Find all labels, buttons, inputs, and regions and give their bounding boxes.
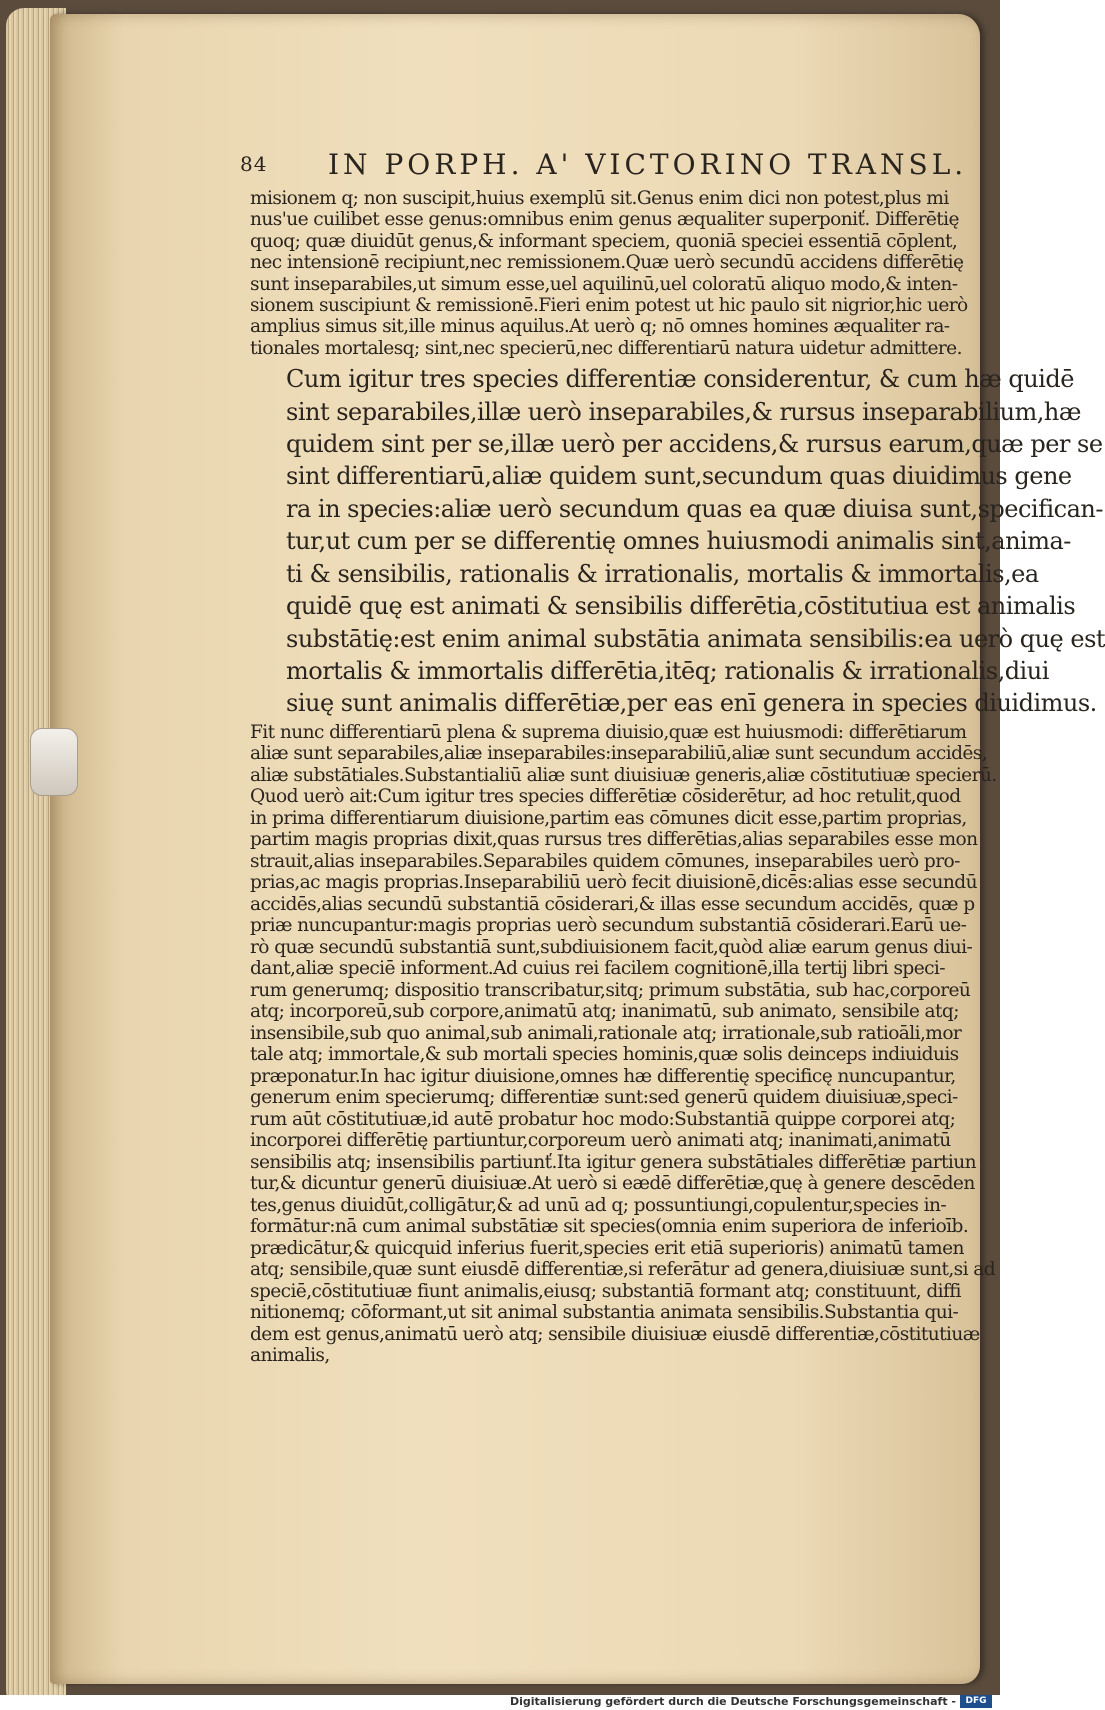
paragraph-2 xyxy=(250,363,1105,719)
text-line: strauit,alias inseparabiles.Separabiles quidem cōmunes, inseparabiles uerò pro- xyxy=(250,850,960,872)
text-line: quoq; quæ diuidūt genus,& informant speciem, quoniā speciei essentiā cōplent, xyxy=(250,230,958,252)
text-line: ti & sensibilis, rationalis & irrationalis, mortalis & immortalis,ea xyxy=(286,559,1039,588)
page-number: 84 xyxy=(240,152,268,176)
text-line: sensibilis atq; insensibilis partiunť.Ita igitur genera substātiales differētiæ partiun xyxy=(250,1151,977,1173)
text-line: substātię:est enim animal substātia animata sensibilis:ea uerò quę est xyxy=(286,624,1105,653)
text-line: siuę sunt animalis differētiæ,per eas enī genera in species diuidimus. xyxy=(286,689,1097,718)
text-line: Cum igitur tres species differentiæ considerentur, & cum hæ quidē xyxy=(286,365,1074,394)
text-line: amplius simus sit,ille minus aquilus.At uerò q; nō omnes homines æqualiter ra- xyxy=(250,316,950,338)
main-text xyxy=(250,188,1105,1367)
paragraph-3 xyxy=(250,721,997,1367)
text-line: dem est genus,animatū uerò atq; sensibile diuisiuæ eiusdē differentiæ,cōstitutiuæ xyxy=(250,1323,980,1345)
running-head: IN PORPH. A' VICTORINO TRANSL. xyxy=(328,148,968,181)
text-line: quidē quę est animati & sensibilis differētia,cōstitutiua est animalis xyxy=(286,592,1076,621)
text-line: ra in species:aliæ uerò secundum quas ea quæ diuisa sunt,specifican- xyxy=(286,494,1103,523)
text-line: prædicātur,& quicquid inferius fuerit,species erit etiā superioris) animatū tamen xyxy=(250,1237,964,1259)
text-line: generum enim specierumq; differentiæ sunt:sed generū quidem diuisiuæ,speci- xyxy=(250,1087,958,1109)
text-line: misionem q; non suscipit,huius exemplū sit.Genus enim dici non potest,plus mi xyxy=(250,188,949,209)
text-line: animalis, xyxy=(250,1345,330,1367)
text-line: tionales mortalesq; sint,nec specierū,nec differentiarū natura uidetur admittere. xyxy=(250,337,962,359)
text-line: accidēs,alias secundū substantiā cōsiderari,& illas esse secundum accidēs, quæ p xyxy=(250,893,975,915)
text-line: tur,ut cum per se differentię omnes huiusmodi animalis sint,anima- xyxy=(286,527,1071,556)
text-line: tale atq; immortale,& sub mortali species hominis,quæ solis deinceps indiuiduis xyxy=(250,1044,959,1066)
text-line: sunt inseparabiles,ut simum esse,uel aquilinū,uel coloratū aliquo modo,& inten- xyxy=(250,273,958,295)
footer-credit: Digitalisierung gefördert durch die Deutsche Forschungsgemeinschaft - xyxy=(509,1695,956,1708)
text-line: sint differentiarū,aliæ quidem sunt,secundum quas diuidimus gene xyxy=(286,462,1072,491)
text-line: atq; sensibile,quæ sunt eiusdē differentiæ,si referātur ad genera,diuisiuæ sunt,si ad xyxy=(250,1259,996,1281)
text-line: rò quæ secundū substantiā sunt,subdiuisionem facit,quòd aliæ earum genus diui- xyxy=(250,936,973,958)
text-line: incorporei differētię partiuntur,corporeum uerò animati atq; inanimati,animatū xyxy=(250,1130,951,1152)
text-line: speciē,cōstitutiuæ fiunt animalis,eiusq; substantiā formant atq; constituunt, diffi xyxy=(250,1280,961,1302)
text-line: sint separabiles,illæ uerò inseparabiles,& rursus inseparabilium,hæ xyxy=(286,397,1081,426)
text-line: nec intensionē recipiunt,nec remissionem.Quæ uerò secundū accidens differētię xyxy=(250,252,964,274)
page-header xyxy=(240,148,968,184)
text-line: tes,genus diuidūt,colligātur,& ad unū ad q; possuntiungi,copulentur,species in- xyxy=(250,1194,947,1216)
paragraph-1 xyxy=(250,188,980,359)
text-line: priæ nuncupantur:magis proprias uerò secundum substantiā cōsiderari.Earū ue- xyxy=(250,915,967,937)
text-line: nus'ue cuilibet esse genus:omnibus enim genus æqualiter superponiť. Differētię xyxy=(250,209,959,231)
text-line: nitionemq; cōformant,ut sit animal substantia animata sensibilis.Substantia qui- xyxy=(250,1302,959,1324)
text-line: aliæ sunt separabiles,aliæ inseparabiles:inseparabiliū,aliæ sunt secundum accidēs, xyxy=(250,743,988,765)
text-line: atq; incorporeū,sub corpore,animatū atq; inanimatū, sub animato, sensibile atq; xyxy=(250,1001,959,1023)
bookmark-tab xyxy=(30,728,78,796)
text-line: Quod uerò ait:Cum igitur tres species differētiæ cōsiderētur, ad hoc retulit,quod xyxy=(250,786,961,808)
text-line: in prima differentiarum diuisione,partim eas cōmunes dicit esse,partim proprias, xyxy=(250,807,967,829)
text-line: sionem suscipiunt & remissionē.Fieri enim potest ut hic paulo sit nigrior,hic uerò xyxy=(250,295,968,317)
text-line: formātur:nā cum animal substātiæ sit species(omnia enim superiora de inferioīb. xyxy=(250,1216,969,1238)
text-line: rum aūt cōstitutiuæ,id autē probatur hoc modo:Substantiā quippe corporei atq; xyxy=(250,1108,956,1130)
footer-bar xyxy=(0,1695,1000,1710)
text-line: quidem sint per se,illæ uerò per accidens,& rursus earum,quæ per se xyxy=(286,430,1103,459)
text-line: dant,aliæ speciē informent.Ad cuius rei facilem cognitionē,illa tertij libri speci- xyxy=(250,958,945,980)
text-line: prias,ac magis proprias.Inseparabiliū uerò fecit diuisionē,dicēs:alias esse secundū xyxy=(250,872,977,894)
text-line: tur,& dicuntur generū diuisiuæ.At uerò si eædē differētiæ,quę à genere descēden xyxy=(250,1173,975,1195)
text-line: aliæ substātiales.Substantialiū aliæ sunt diuisiuæ generis,aliæ cōstitutiuæ specierū. xyxy=(250,764,997,786)
text-line: Fit nunc differentiarū plena & suprema diuisio,quæ est huiusmodi: differētiarum xyxy=(250,721,967,743)
text-line: insensibile,sub quo animal,sub animali,rationale atq; irrationale,sub ratioāli,mor xyxy=(250,1022,962,1044)
text-line: partim magis proprias dixit,quas rursus tres differētias,alias separabiles esse mon xyxy=(250,829,978,851)
text-line: mortalis & immortalis differētia,itēq; rationalis & irrationalis,diui xyxy=(286,656,1049,685)
dfg-logo: DFG xyxy=(960,1695,992,1708)
text-line: præponatur.In hac igitur diuisione,omnes hæ differentię specificę nuncupantur, xyxy=(250,1065,956,1087)
text-line: rum generumq; dispositio transcribatur,sitq; primum substātia, sub hac,corporeū xyxy=(250,979,971,1001)
